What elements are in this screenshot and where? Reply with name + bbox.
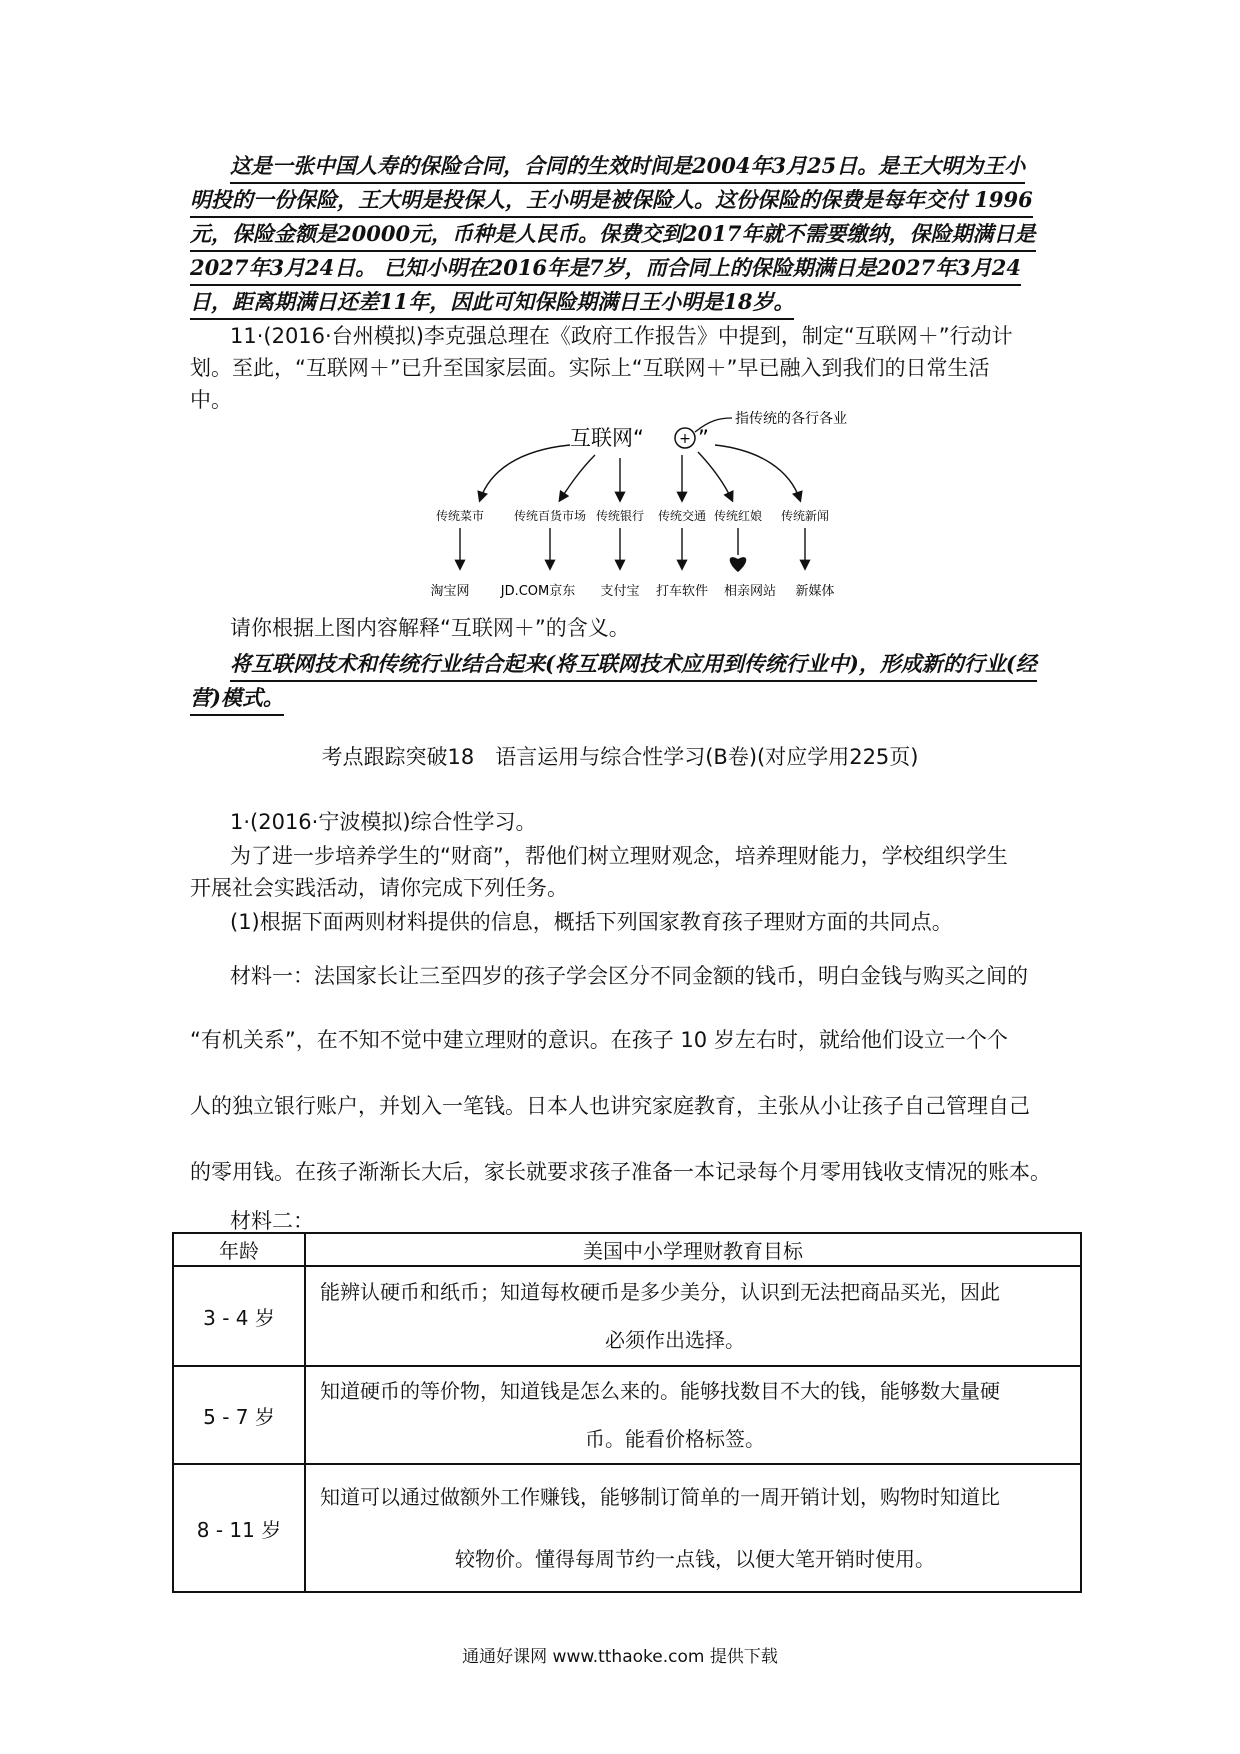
- material-line: 人的独立银行账户，并划入一笔钱。日本人也讲究家庭教育，主张从小让孩子自己管理自己: [190, 1094, 1030, 1118]
- material-line: 材料一：法国家长让三至四岁的孩子学会区分不同金额的钱币，明白金钱与购买之间的: [230, 964, 1028, 988]
- answer-line: 日，距离期满日还差11年，因此可知保险期满日王小明是18岁。: [190, 286, 794, 320]
- internet-plus-diagram: [420, 410, 860, 610]
- question-task: (1)根据下面两则材料提供的信息，概括下列国家教育孩子理财方面的共同点。: [230, 910, 953, 934]
- goal-cell: [305, 1366, 1081, 1464]
- internet-label: 相亲网站: [723, 584, 777, 599]
- answer-line: 元，保险金额是20000元，币种是人民币。保费交到2017年就不需要缴纳，保险期满日是: [190, 218, 1036, 252]
- traditional-labels: [436, 508, 829, 523]
- question-text: 划。至此，“互联网＋”已升至国家层面。实际上“互联网＋”早已融入到我们的日常生活: [190, 356, 990, 380]
- question-prompt: 请你根据上图内容解释“互联网＋”的含义。: [230, 616, 630, 640]
- traditional-label: 传统新闻: [780, 509, 830, 523]
- internet-labels: [430, 583, 834, 599]
- table-header: 美国中小学理财教育目标: [305, 1233, 1081, 1266]
- traditional-label: 传统交通: [657, 509, 707, 523]
- answer-line: 将互联网技术和传统行业结合起来(将互联网技术应用到传统行业中)，形成新的行业(经: [230, 648, 1037, 682]
- internet-label: 新媒体: [795, 584, 835, 599]
- goal-line: 能辨认硬币和纸币；知道每枚硬币是多少美分，认识到无法把商品买光，因此: [320, 1280, 1000, 1304]
- heart-icon: [730, 557, 747, 572]
- goal-line: 较物价。懂得每周节约一点钱，以便大笔开销时使用。: [455, 1547, 935, 1571]
- traditional-label: 传统百货市场: [513, 509, 587, 523]
- material-2-label: 材料二：: [230, 1209, 314, 1233]
- internet-label: JD.COM京东: [500, 584, 576, 599]
- traditional-label: 传统红娘: [713, 509, 763, 523]
- finance-goals-table: [172, 1232, 1082, 1593]
- answer-line: 2027年3月24日。 已知小明在2016年是7岁，而合同上的保险期满日是2027年3月24: [190, 252, 1021, 286]
- internet-label: 打车软件: [655, 584, 709, 599]
- goal-line: 币。能看价格标签。: [585, 1427, 765, 1451]
- table-row: [173, 1266, 1081, 1366]
- traditional-label: 传统银行: [595, 509, 645, 523]
- question-text: 中。: [190, 388, 232, 412]
- page-footer: 通通好课网 www.tthaoke.com 提供下载: [462, 1647, 778, 1667]
- table-row: [173, 1464, 1081, 1592]
- question-text: 11·(2016·台州模拟)李克强总理在《政府工作报告》中提到，制定“互联网＋”行动计: [230, 324, 1013, 348]
- table-header-row: [173, 1233, 1081, 1266]
- diagram-center-close: ”: [698, 426, 709, 450]
- table-row: [173, 1366, 1081, 1464]
- answer-line: 营)模式。: [190, 682, 284, 716]
- lower-arrows: [460, 528, 805, 568]
- internet-label: 淘宝网: [430, 584, 470, 599]
- arrow: [480, 445, 570, 500]
- age-cell: 5 - 7 岁: [173, 1366, 305, 1464]
- age-cell: 8 - 11 岁: [173, 1464, 305, 1592]
- material-line: 的零用钱。在孩子渐渐长大后，家长就要求孩子准备一本记录每个月零用钱收支情况的账本。: [190, 1160, 1051, 1184]
- question-head: 1·(2016·宁波模拟)综合性学习。: [230, 810, 537, 834]
- question-intro: 开展社会实践活动，请你完成下列任务。: [190, 876, 568, 900]
- material-line: “有机关系”，在不知不觉中建立理财的意识。在孩子 10 岁左右时，就给他们设立一个个: [190, 1028, 1008, 1052]
- upper-arrows: [480, 445, 800, 500]
- goal-line: 必须作出选择。: [605, 1328, 745, 1352]
- internet-label: 支付宝: [600, 584, 640, 599]
- arrow: [560, 455, 595, 500]
- answer-line: 明投的一份保险，王大明是投保人，王小明是被保险人。这份保险的保费是每年交付 1996: [190, 184, 1033, 218]
- diagram-note: 指传统的各行各业: [735, 411, 847, 427]
- table-header: 年龄: [173, 1233, 305, 1266]
- goal-cell: [305, 1266, 1081, 1366]
- question-intro: 为了进一步培养学生的“财商”，帮他们树立理财观念，培养理财能力，学校组织学生: [230, 844, 1008, 868]
- diagram-center-label: 互联网“: [570, 426, 644, 450]
- goal-line: 知道硬币的等价物，知道钱是怎么来的。能够找数目不大的钱，能够数大量硬: [320, 1379, 1000, 1403]
- age-cell: 3 - 4 岁: [173, 1266, 305, 1366]
- answer-line: 这是一张中国人寿的保险合同，合同的生效时间是2004年3月25日。是王大明为王小: [230, 150, 1025, 184]
- goal-line: 知道可以通过做额外工作赚钱，能够制订简单的一周开销计划，购物时知道比: [320, 1485, 1000, 1509]
- plus-sign: +: [679, 431, 691, 447]
- goal-cell: [305, 1464, 1081, 1592]
- arrow: [698, 452, 732, 500]
- traditional-label: 传统菜市: [435, 509, 485, 523]
- section-title: 考点跟踪突破18 语言运用与综合性学习(B卷)(对应学用225页): [321, 745, 919, 769]
